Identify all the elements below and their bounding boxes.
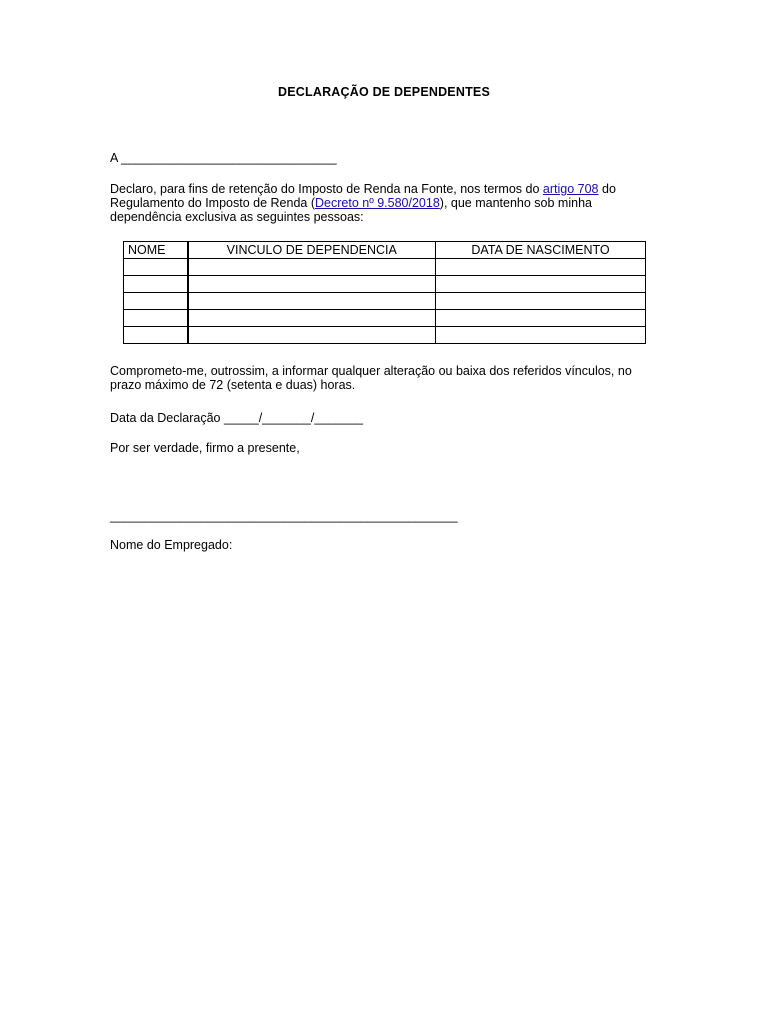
table-row	[124, 310, 646, 327]
document-title: DECLARAÇÃO DE DEPENDENTES	[278, 85, 490, 99]
table-cell	[188, 327, 436, 344]
table-cell	[436, 259, 646, 276]
table-row	[124, 259, 646, 276]
table-cell	[124, 310, 188, 327]
table-header-row	[124, 242, 646, 259]
table-row	[124, 327, 646, 344]
signature-line: __________________________________________________	[110, 509, 458, 523]
table-cell	[188, 293, 436, 310]
table-cell	[436, 293, 646, 310]
header-data-nascimento: DATA DE NASCIMENTO	[436, 242, 646, 259]
table-cell	[436, 310, 646, 327]
closing-statement: Por ser verdade, firmo a presente,	[110, 441, 300, 455]
table-cell	[188, 259, 436, 276]
employee-name-label: Nome do Empregado:	[110, 538, 233, 552]
commitment-paragraph: Comprometo-me, outrossim, a informar qualquer alteração ou baixa dos referidos vínculos, no prazo máximo de 72 (setenta e duas) horas.	[110, 364, 632, 392]
intro-text-part-3: ), que mantenho sob minha dependência exclusiva as seguintes pessoas:	[110, 196, 592, 224]
table-cell	[436, 276, 646, 293]
recipient-line: A _______________________________	[110, 151, 337, 165]
table-row	[124, 293, 646, 310]
intro-text-part-1: Declaro, para fins de retenção do Imposto de Renda na Fonte, nos termos do	[110, 182, 543, 196]
header-nome: NOME	[124, 242, 188, 259]
decreto-link[interactable]: Decreto nº 9.580/2018	[315, 196, 440, 210]
artigo-708-link[interactable]: artigo 708	[542, 182, 599, 196]
table-row	[124, 276, 646, 293]
table-cell	[124, 293, 188, 310]
table-cell	[188, 310, 436, 327]
header-vinculo: VINCULO DE DEPENDENCIA	[188, 242, 436, 259]
table-cell	[124, 259, 188, 276]
table-cell	[188, 276, 436, 293]
table-cell	[124, 327, 188, 344]
table-cell	[124, 276, 188, 293]
intro-text-part-2: do Regulamento do Imposto de Renda (	[110, 182, 616, 210]
declaration-date-line: Data da Declaração _____/_______/_______	[110, 411, 363, 425]
table-cell	[436, 327, 646, 344]
intro-paragraph	[110, 182, 650, 224]
dependents-table	[123, 241, 646, 344]
